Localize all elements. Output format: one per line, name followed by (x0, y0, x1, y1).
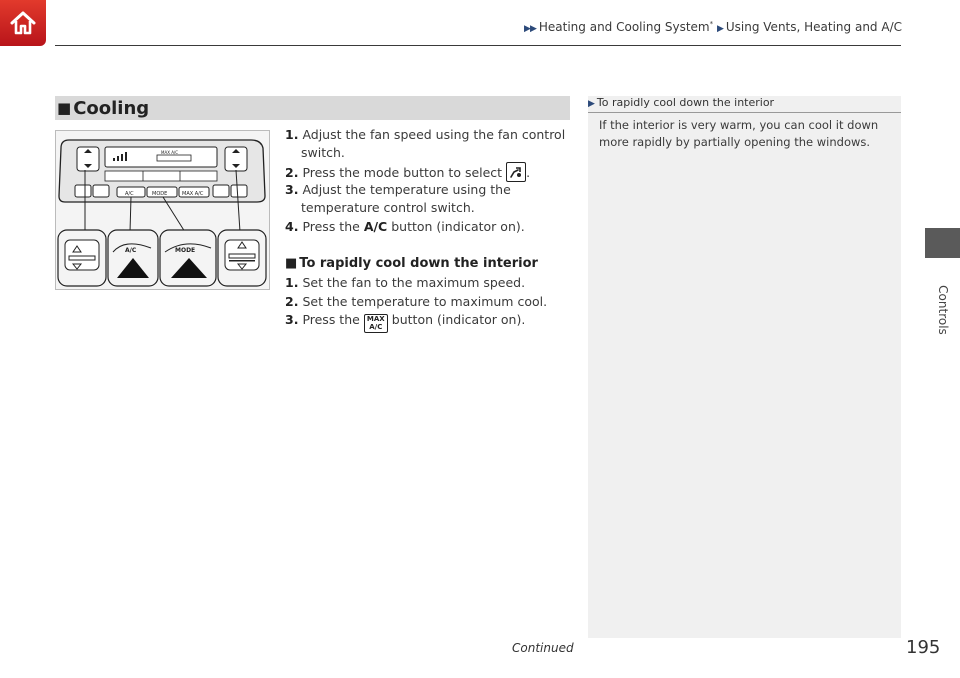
rapid-step-3 (285, 311, 525, 333)
chapter-tab-label[interactable] (924, 285, 960, 335)
step-text: Adjust the fan speed using the fan control (302, 127, 566, 142)
section-title (57, 96, 149, 121)
breadcrumb-star: * (709, 20, 714, 28)
breadcrumb-link-vents[interactable]: Using Vents, Heating and A/C (725, 20, 902, 34)
step-text: button (indicator on). (391, 312, 526, 327)
step-text: Set the fan to the maximum speed. (302, 275, 526, 290)
vent-mode-icon (506, 162, 526, 182)
rapid-step-2 (285, 293, 547, 312)
max-ac-icon-bottom: A/C (369, 323, 383, 331)
breadcrumb-arrow-icon: ▶ (716, 24, 723, 34)
rapid-cool-heading-text: To rapidly cool down the interior (299, 256, 538, 271)
breadcrumb-link-heating[interactable]: Heating and Cooling System (538, 20, 710, 34)
step-number: 3. (285, 312, 299, 327)
note-reference-icon: ▶ (588, 99, 595, 109)
step-text: Press the (302, 312, 360, 327)
breadcrumb-arrow-icon: ▶▶ (524, 24, 536, 34)
subhead-square-icon: ■ (285, 256, 298, 271)
ac-button-label: A/C (363, 219, 388, 234)
page-number: 195 (906, 637, 941, 658)
continued-label: Continued (512, 641, 574, 655)
step-text: Press the (302, 219, 360, 234)
chapter-tab-text: Controls (936, 285, 950, 335)
rapid-cool-heading (285, 256, 538, 271)
step-number: 1. (285, 275, 299, 290)
chapter-tab-marker[interactable] (925, 228, 960, 258)
step-4 (285, 218, 525, 237)
note-panel (588, 96, 901, 638)
home-icon (8, 8, 38, 38)
note-title-text: To rapidly cool down the interior (596, 96, 775, 109)
figure-callout-mode: MODE (175, 247, 196, 254)
breadcrumb (524, 20, 902, 34)
note-body: If the interior is very warm, you can cool it down more rapidly by partially opening the windows. (599, 118, 879, 149)
figure-btn-max: MAX A/C (182, 191, 204, 197)
note-title (588, 96, 774, 109)
step-1 (285, 126, 565, 145)
figure-panel-max-label: MAX A/C (161, 150, 179, 155)
max-ac-icon-top: MAX (366, 315, 385, 323)
step-2 (285, 162, 530, 183)
step-text: switch. (301, 145, 345, 160)
header-divider (55, 45, 901, 46)
section-title-text: Cooling (73, 98, 150, 119)
step-text: . (526, 165, 531, 180)
step-number: 2. (285, 165, 299, 180)
step-text: Adjust the temperature using the (302, 182, 511, 197)
step-number: 4. (285, 219, 299, 234)
step-3-cont (301, 199, 475, 218)
figure-btn-ac: A/C (125, 191, 134, 197)
step-number: 1. (285, 127, 299, 142)
section-square-icon: ■ (57, 99, 72, 117)
step-text: Press the mode button to select (302, 165, 503, 180)
step-3 (285, 181, 511, 200)
figure-btn-mode: MODE (152, 191, 168, 197)
home-button[interactable] (0, 0, 46, 46)
climate-panel-illustration (55, 130, 270, 290)
step-text: button (indicator on). (391, 219, 525, 234)
rapid-step-1 (285, 274, 525, 293)
step-1-cont (301, 144, 345, 163)
note-divider (588, 112, 901, 113)
step-text: Set the temperature to maximum cool. (302, 294, 548, 309)
step-number: 3. (285, 182, 299, 197)
max-ac-icon (364, 314, 388, 333)
figure-callout-ac: A/C (125, 247, 137, 254)
step-number: 2. (285, 294, 299, 309)
step-text: temperature control switch. (301, 200, 475, 215)
